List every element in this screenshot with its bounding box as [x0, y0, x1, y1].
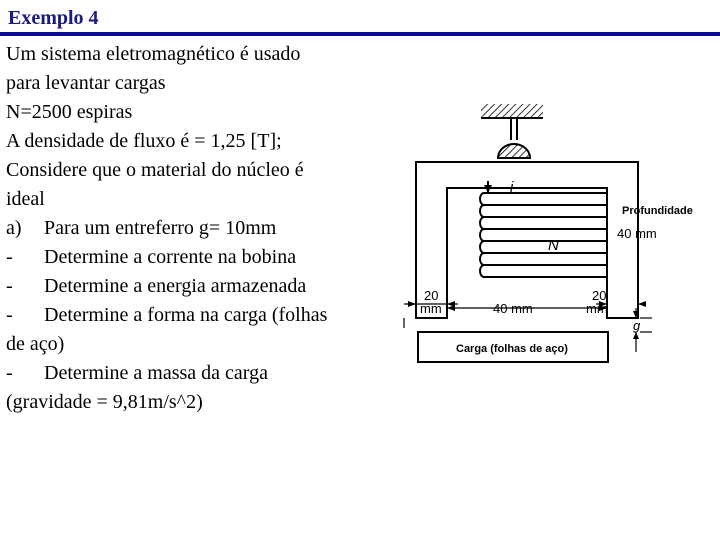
question-item: [6, 243, 396, 272]
load-label: Carga (folhas de aço): [456, 343, 568, 355]
gap-label: g: [633, 318, 641, 333]
ceiling-support: [481, 104, 543, 118]
depth-value: 40 mm: [617, 226, 657, 241]
right-width-value: 20: [592, 288, 607, 303]
item-marker: -: [6, 246, 13, 268]
item-continuation: (gravidade = 9,81m/s^2): [6, 391, 203, 413]
question-item: [6, 272, 396, 301]
item-continuation: de aço): [6, 333, 65, 355]
title-divider: [0, 32, 720, 36]
center-width-value: 40 mm: [493, 301, 533, 316]
item-marker: -: [6, 304, 13, 326]
question-item: [6, 214, 396, 243]
coil-winding: [480, 181, 607, 277]
depth-label: Profundidade: [622, 205, 693, 217]
item-text: Para um entreferro g= 10mm: [44, 217, 277, 239]
statement-line: Considere que o material do núcleo é: [6, 159, 304, 181]
statement-line: Um sistema eletromagnético é usado: [6, 43, 301, 65]
left-width-unit: mm: [420, 301, 442, 316]
item-marker: a): [6, 217, 22, 239]
left-width-value: 20: [424, 288, 439, 303]
item-text: Determine a energia armazenada: [44, 275, 307, 297]
question-item: [6, 301, 396, 330]
item-text: Determine a massa da carga: [44, 362, 268, 384]
slide-title: Exemplo 4: [8, 7, 99, 29]
pivot-joint: [498, 144, 530, 158]
turns-label: N: [548, 237, 559, 254]
statement-line: ideal: [6, 188, 45, 210]
current-label: i: [510, 179, 514, 196]
right-width-unit: mm: [586, 301, 608, 316]
item-text: Determine a forma na carga (folhas: [44, 304, 328, 326]
electromagnet-diagram: [396, 96, 720, 376]
statement-line: para levantar cargas: [6, 72, 166, 94]
item-marker: -: [6, 275, 13, 297]
problem-statement: [6, 40, 396, 417]
suspension-rod: [511, 118, 517, 140]
item-marker: -: [6, 362, 13, 384]
statement-line: N=2500 espiras: [6, 101, 133, 123]
item-text: Determine a corrente na bobina: [44, 246, 297, 268]
question-item: [6, 359, 396, 388]
statement-line: A densidade de fluxo é = 1,25 [T];: [6, 130, 282, 152]
